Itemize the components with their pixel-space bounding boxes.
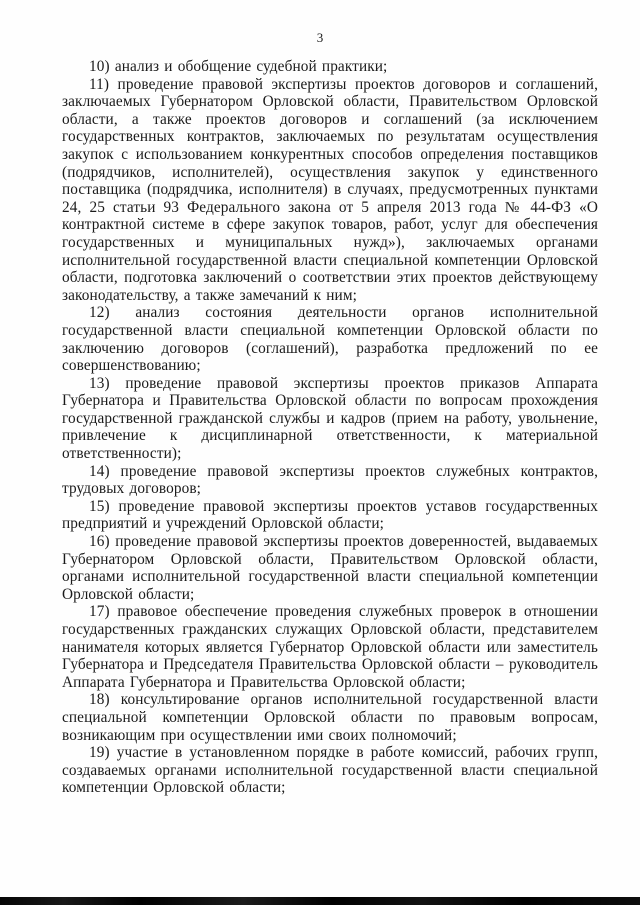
paragraph-item-19: 19) участие в установленном порядке в работе комиссий, рабочих групп, создаваемых органами исполнительной государственной власти специальной компетенции Орловской области;: [62, 744, 598, 797]
paragraph-item-13: 13) проведение правовой экспертизы проектов приказов Аппарата Губернатора и Правительства Орловской области по вопросам прохождения государственной гражданской службы и кадров (прием на работу, увольнение, привлечение к дисциплинарной ответственности, к материальной ответственности);: [62, 374, 598, 463]
paragraph-item-12: 12) анализ состояния деятельности органов исполнительной государственной власти специальной компетенции Орловской области по заключению договоров (соглашений), разработка предложений по ее совершенствованию;: [62, 304, 598, 375]
paragraph-item-16: 16) проведение правовой экспертизы проектов доверенностей, выдаваемых Губернатором Орловской области, Правительством Орловской области, органами исполнительной государственной власти специальной компетенции Орловской области;: [62, 533, 598, 603]
scan-artifact-bar: [0, 897, 640, 905]
page-number: 3: [316, 30, 324, 45]
paragraph-item-17: 17) правовое обеспечение проведения служебных проверок в отношении государственных гражданских служащих Орловской области, представителем нанимателя которых является Губернатор Орловской области или заместитель Губернатора и Председателя Правительства Орловской области – руководитель Аппарата Губернатора и Правительства Орловской области;: [62, 603, 598, 691]
paragraph-item-18: 18) консультирование органов исполнительной государственной власти специальной компетенции Орловской области по правовым вопросам, возникающим при осуществлении ими своих полномочий;: [62, 691, 598, 744]
document-page: [62, 58, 598, 797]
paragraph-item-10: 10) анализ и обобщение судебной практики;: [89, 58, 388, 75]
paragraph-item-14: 14) проведение правовой экспертизы проектов служебных контрактов, трудовых договоров;: [62, 462, 598, 498]
paragraph-item-11: 11) проведение правовой экспертизы проектов договоров и соглашений, заключаемых Губернатором Орловской области, Правительством Орловской области, а также проектов договоров и соглашений (за исключением государственных контрактов, заключаемых по результатам осуществления закупок с использованием конкурентных способов определения поставщиков (подрядчиков, исполнителей), осуществления закупок у единственного поставщика (подрядчика, исполнителя) в случаях, предусмотренных пунктами 24, 25 статьи 93 Федерального закона от 5 апреля 2013 года № 44-ФЗ «О контрактной системе в сфере закупок товаров, работ, услуг для обеспечения государственных и муниципальных нужд»), заключаемых органами исполнительной государственной власти специальной компетенции Орловской области, подготовка заключений о соответствии этих проектов действующему законодательству, а также замечаний к ним;: [62, 75, 598, 304]
paragraph-item-15: 15) проведение правовой экспертизы проектов уставов государственных предприятий и учреждений Орловской области;: [62, 497, 598, 533]
